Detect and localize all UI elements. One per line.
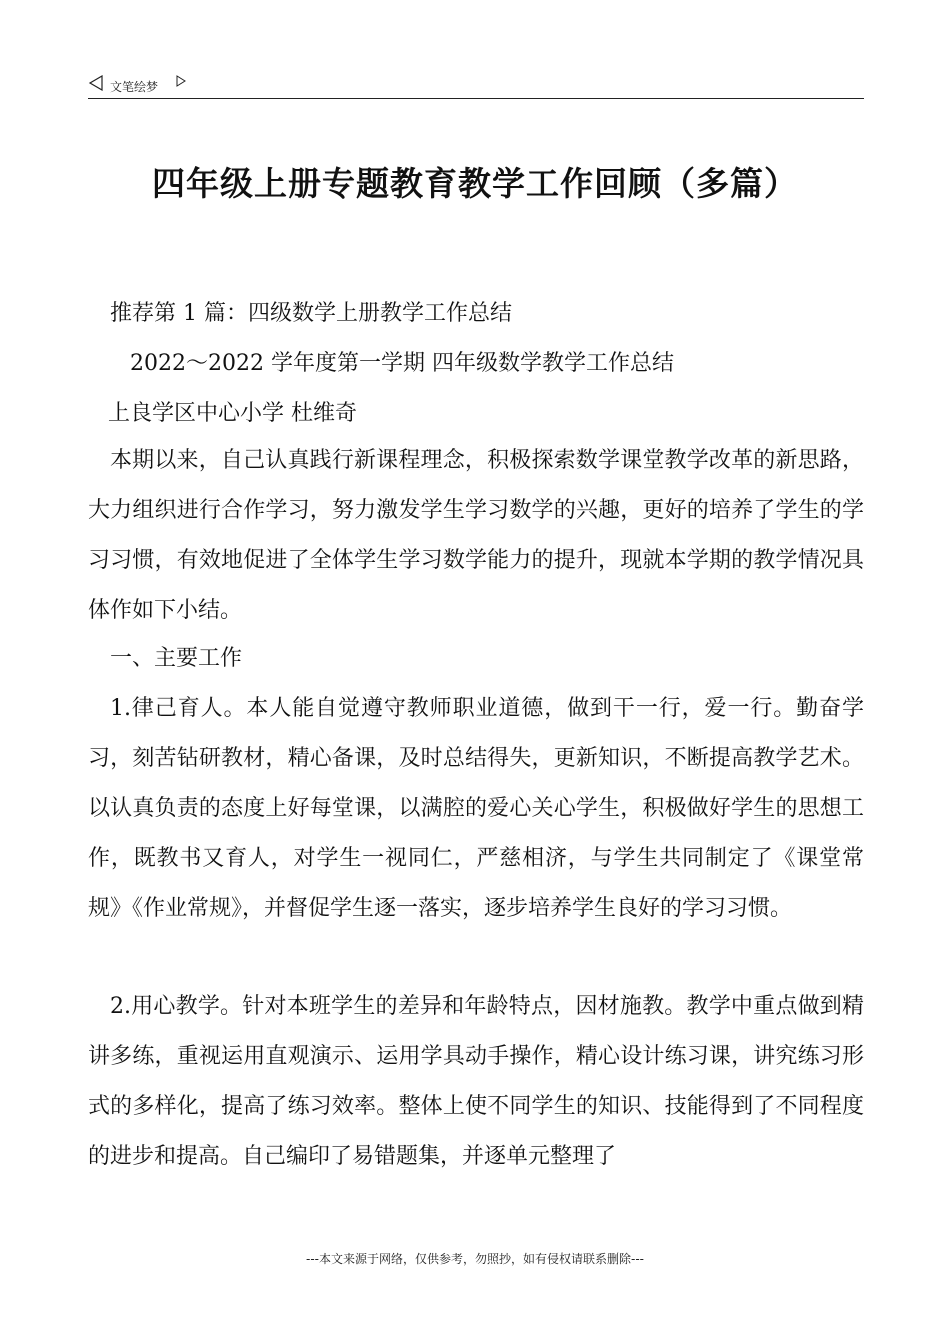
page-header xyxy=(88,74,864,99)
header-brand: 文笔绘梦 xyxy=(110,80,159,94)
term-line: 2022～2022 学年度第一学期 四年级数学教学工作总结 xyxy=(130,351,674,376)
recommend-line: 推荐第 1 篇：四级数学上册教学工作总结 xyxy=(110,301,512,326)
item2-paragraph: 2.用心教学。针对本班学生的差异和年龄特点，因材施教。教学中重点做到精讲多练，重视运用直观演示、运用学具动手操作，精心设计练习课，讲究练习形式的多样化，提高了练习效率。整体上使不同学生的知识、技能得到了不同程度的进步和提高。自己编印了易错题集，并逐单元整理了 xyxy=(88,994,864,1169)
triangle-right-icon xyxy=(176,75,186,87)
document-title: 四年级上册专题教育教学工作回顾（多篇） xyxy=(152,164,798,203)
intro-paragraph: 本期以来，自己认真践行新课程理念，积极探索数学课堂教学改革的新思路，大力组织进行合作学习，努力激发学生学习数学的兴趣，更好的培养了学生的学习习惯，有效地促进了全体学生学习数学能力的提升，现就本学期的教学情况具体作如下小结。 xyxy=(88,448,864,623)
section-heading: 一、主要工作 xyxy=(110,646,243,671)
triangle-left-icon xyxy=(88,75,104,91)
item1-paragraph: 1.律己育人。本人能自觉遵守教师职业道德，做到干一行，爱一行。勤奋学习，刻苦钻研教材，精心备课，及时总结得失，更新知识，不断提高教学艺术。以认真负责的态度上好每堂课，以满腔的爱心关心学生，积极做好学生的思想工作，既教书又育人，对学生一视同仁，严慈相济，与学生共同制定了《课堂常规》《作业常规》，并督促学生逐一落实，逐步培养学生良好的学习习惯。 xyxy=(88,696,864,921)
author-line: 上良学区中心小学 杜维奇 xyxy=(108,401,357,426)
footer-disclaimer: ---本文来源于网络，仅供参考，勿照抄，如有侵权请联系删除--- xyxy=(306,1252,644,1266)
